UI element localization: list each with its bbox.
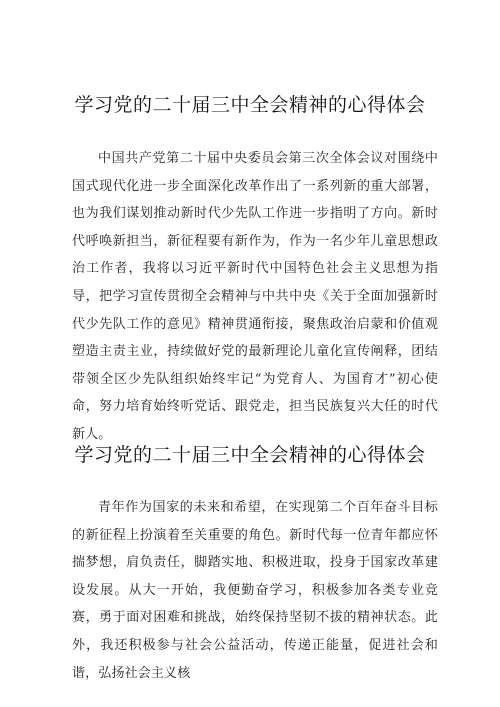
section-title-1: 学习党的二十届三中全会精神的心得体会 [74, 94, 426, 116]
section-paragraph-1: 中国共产党第二十届中央委员会第三次全体会议对围绕中国式现代化进一步全面深化改革作出了一系列新的重大部署，也为我们谋划推动新时代少先队工作进一步指明了方向。新时代呼唤新担当，新征程要有新作为，作为一名少年儿童思想政治工作者，我将以习近平新时代中国特色社会主义思想为指导，把学习宣传贯彻全会精神与中共中央《关于全面加强新时代少先队工作的意见》精神贯通衔接，聚焦政治启蒙和价值观塑造主责主业，持续做好党的最新理论儿童化宣传阐释，团结带领全区少先队组织始终牢记“为党育人、为国育才”初心使命，努力培育始终听党话、跟党走，担当民族复兴大任的时代新人。 [72, 151, 438, 442]
section-paragraph-2: 青年作为国家的未来和希望，在实现第二个百年奋斗目标的新征程上扮演着至关重要的角色。新时代每一位青年都应怀揣梦想，肩负责任，脚踏实地、积极进取，投身于国家改革建设发展。从大一开始，我便勤奋学习，积极参加各类专业竞赛，勇于面对困难和挑战，始终保持坚韧不拔的精神状态。此外，我还积极参与社会公益活动，传递正能量，促进社会和谐，弘扬社会主义核 [72, 500, 438, 681]
section-title-2: 学习党的二十届三中全会精神的心得体会 [74, 444, 426, 466]
